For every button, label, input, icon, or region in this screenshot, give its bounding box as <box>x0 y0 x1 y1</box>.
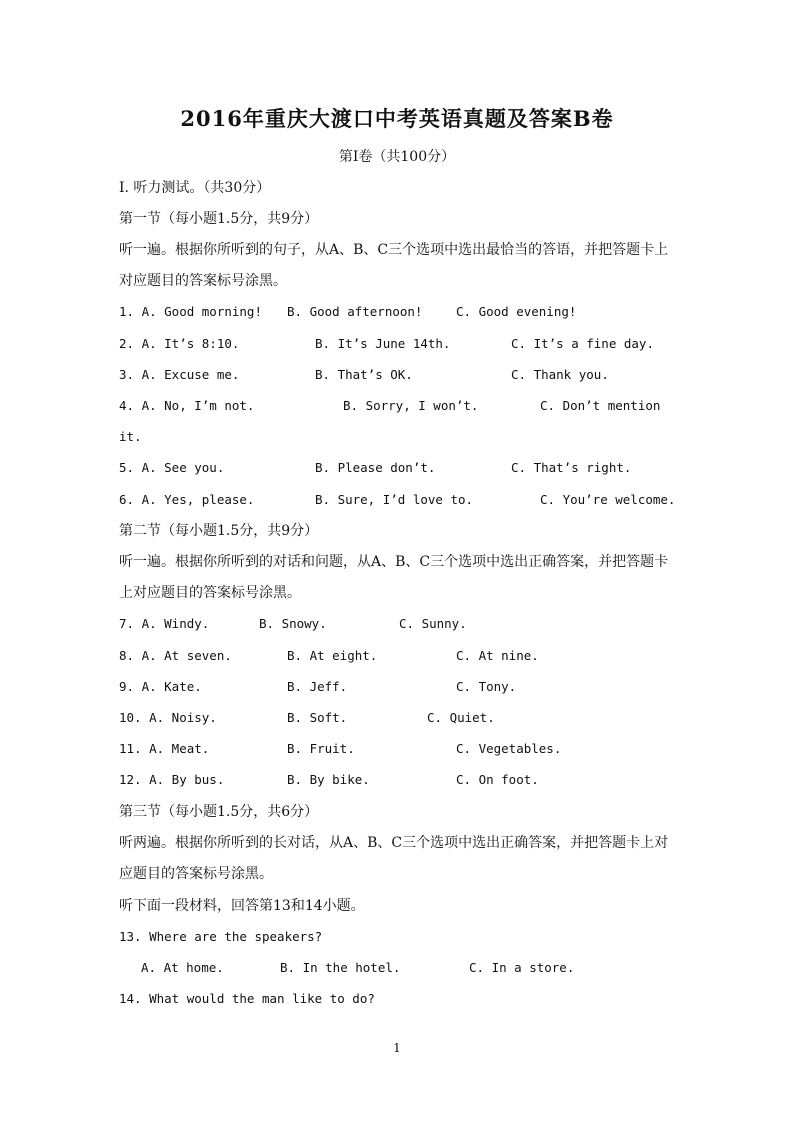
option-a: 8. A. At seven. <box>119 648 232 663</box>
option-b: B. At eight. <box>287 648 378 663</box>
option-c: C. Vegetables. <box>456 741 562 756</box>
option-a: 2. A. It’s 8:10. <box>119 336 240 351</box>
option-a: 5. A. See you. <box>119 460 225 475</box>
section-heading: 第三节（每小题1.5分，共6分） <box>119 804 319 820</box>
section-instruction: 对应题目的答案标号涂黑。 <box>119 273 287 289</box>
option-b: B. Sure, I’d love to. <box>315 492 474 507</box>
option-b: B. Jeff. <box>287 679 348 694</box>
option-a: 4. A. No, I’m not. <box>119 398 255 413</box>
option-b: B. Please don’t. <box>315 460 436 475</box>
option-a: 11. A. Meat. <box>119 741 210 756</box>
option-c: C. You’re welcome. <box>540 492 676 507</box>
option-c-continued: it. <box>119 429 142 444</box>
option-a: 7. A. Windy. <box>119 616 210 631</box>
option-c: C. Quiet. <box>427 710 495 725</box>
page-title: 2016年重庆大渡口中考英语真题及答案B卷 <box>180 106 614 131</box>
paper-subtitle: 第Ⅰ卷（共100分） <box>338 149 456 165</box>
section-heading: 第二节（每小题1.5分，共9分） <box>119 523 319 539</box>
question-stem: 13. Where are the speakers? <box>119 929 323 944</box>
option-a: 9. A. Kate. <box>119 679 202 694</box>
option-c: C. On foot. <box>456 772 539 787</box>
question-stem: 14. What would the man like to do? <box>119 991 375 1006</box>
section-instruction: 上对应题目的答案标号涂黑。 <box>119 585 301 601</box>
option-c: C. Thank you. <box>511 367 609 382</box>
option-a: 10. A. Noisy. <box>119 710 217 725</box>
option-c: C. Sunny. <box>399 616 467 631</box>
option-b: B. In the hotel. <box>280 960 401 975</box>
option-a: 1. A. Good morning! <box>119 304 262 319</box>
section-instruction: 应题目的答案标号涂黑。 <box>119 866 273 882</box>
option-c: C. Good evening! <box>456 304 577 319</box>
option-a: 6. A. Yes, please. <box>119 492 255 507</box>
option-c: C. That’s right. <box>511 460 632 475</box>
option-b: B. Soft. <box>287 710 348 725</box>
option-b: B. That’s OK. <box>315 367 413 382</box>
section-heading: 第一节（每小题1.5分，共9分） <box>119 211 319 227</box>
part-heading: I. 听力测试。（共30分） <box>119 180 271 196</box>
option-b: B. Sorry, I won’t. <box>343 398 479 413</box>
option-b: B. By bike. <box>287 772 370 787</box>
option-c: C. Tony. <box>456 679 517 694</box>
section-instruction: 听一遍。根据你所听到的句子，从A、B、C三个选项中选出最恰当的答语，并把答题卡上 <box>119 242 669 258</box>
option-b: B. Snowy. <box>259 616 327 631</box>
option-b: B. Good afternoon! <box>287 304 423 319</box>
page-number: 1 <box>393 1041 401 1055</box>
option-c: C. At nine. <box>456 648 539 663</box>
option-c: C. In a store. <box>469 960 575 975</box>
section-instruction: 听两遍。根据你所听到的长对话，从A、B、C三个选项中选出正确答案，并把答题卡上对 <box>119 835 669 851</box>
option-c: C. Don’t mention <box>540 398 661 413</box>
option-a: 12. A. By bus. <box>119 772 225 787</box>
option-b: B. Fruit. <box>287 741 355 756</box>
option-a: A. At home. <box>141 960 224 975</box>
section-instruction: 听一遍。根据你所听到的对话和问题，从A、B、C三个选项中选出正确答案，并把答题卡 <box>119 554 669 570</box>
option-a: 3. A. Excuse me. <box>119 367 240 382</box>
option-c: C. It’s a fine day. <box>511 336 654 351</box>
section-note: 听下面一段材料，回答第13和14小题。 <box>119 898 365 914</box>
option-b: B. It’s June 14th. <box>315 336 451 351</box>
